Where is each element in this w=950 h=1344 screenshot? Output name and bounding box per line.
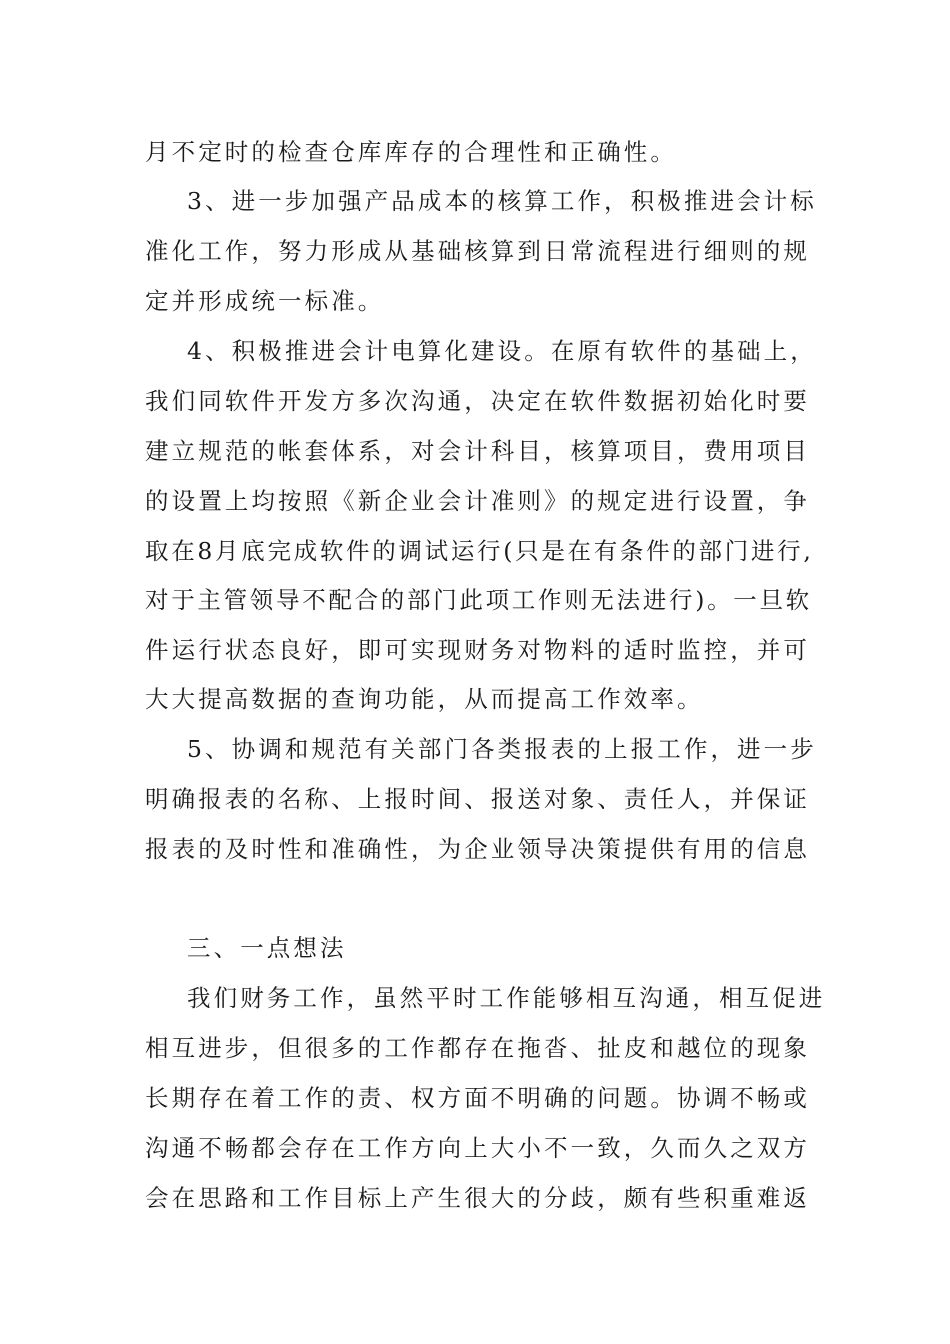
text-line: 3、进一步加强产品成本的核算工作，积极推进会计标: [187, 187, 817, 215]
text-line: 件运行状态良好，即可实现财务对物料的适时监控，并可: [145, 636, 810, 664]
text-line: 建立规范的帐套体系，对会计科目，核算项目，费用项目: [145, 437, 810, 465]
text-line: 沟通不畅都会存在工作方向上大小不一致，久而久之双方: [145, 1134, 810, 1162]
text-line: 的设置上均按照《新企业会计准则》的规定进行设置，争: [145, 487, 810, 515]
text-line: 我们财务工作，虽然平时工作能够相互沟通，相互促进: [187, 984, 826, 1012]
section-heading: 三、一点想法: [187, 934, 347, 962]
text-line: 取在8月底完成软件的调试运行(只是在有条件的部门进行,: [145, 537, 814, 565]
text-line: 对于主管领导不配合的部门此项工作则无法进行)。一旦软: [145, 586, 812, 614]
text-line: 明确报表的名称、上报时间、报送对象、责任人，并保证: [145, 785, 810, 813]
text-line: 相互进步，但很多的工作都存在拖沓、扯皮和越位的现象: [145, 1034, 810, 1062]
text-line: 报表的及时性和准确性，为企业领导决策提供有用的信息: [145, 835, 810, 863]
text-line: 会在思路和工作目标上产生很大的分歧，颇有些积重难返: [145, 1184, 810, 1212]
text-line: 5、协调和规范有关部门各类报表的上报工作，进一步: [187, 735, 817, 763]
text-line: 月不定时的检查仓库库存的合理性和正确性。: [145, 138, 677, 166]
text-line: 4、积极推进会计电算化建设。在原有软件的基础上，: [187, 337, 817, 365]
text-line: 大大提高数据的查询功能，从而提高工作效率。: [145, 685, 704, 713]
text-line: 长期存在着工作的责、权方面不明确的问题。协调不畅或: [145, 1084, 810, 1112]
text-line: 我们同软件开发方多次沟通，决定在软件数据初始化时要: [145, 387, 810, 415]
text-line: 准化工作，努力形成从基础核算到日常流程进行细则的规: [145, 237, 810, 265]
text-line: 定并形成统一标准。: [145, 287, 385, 315]
